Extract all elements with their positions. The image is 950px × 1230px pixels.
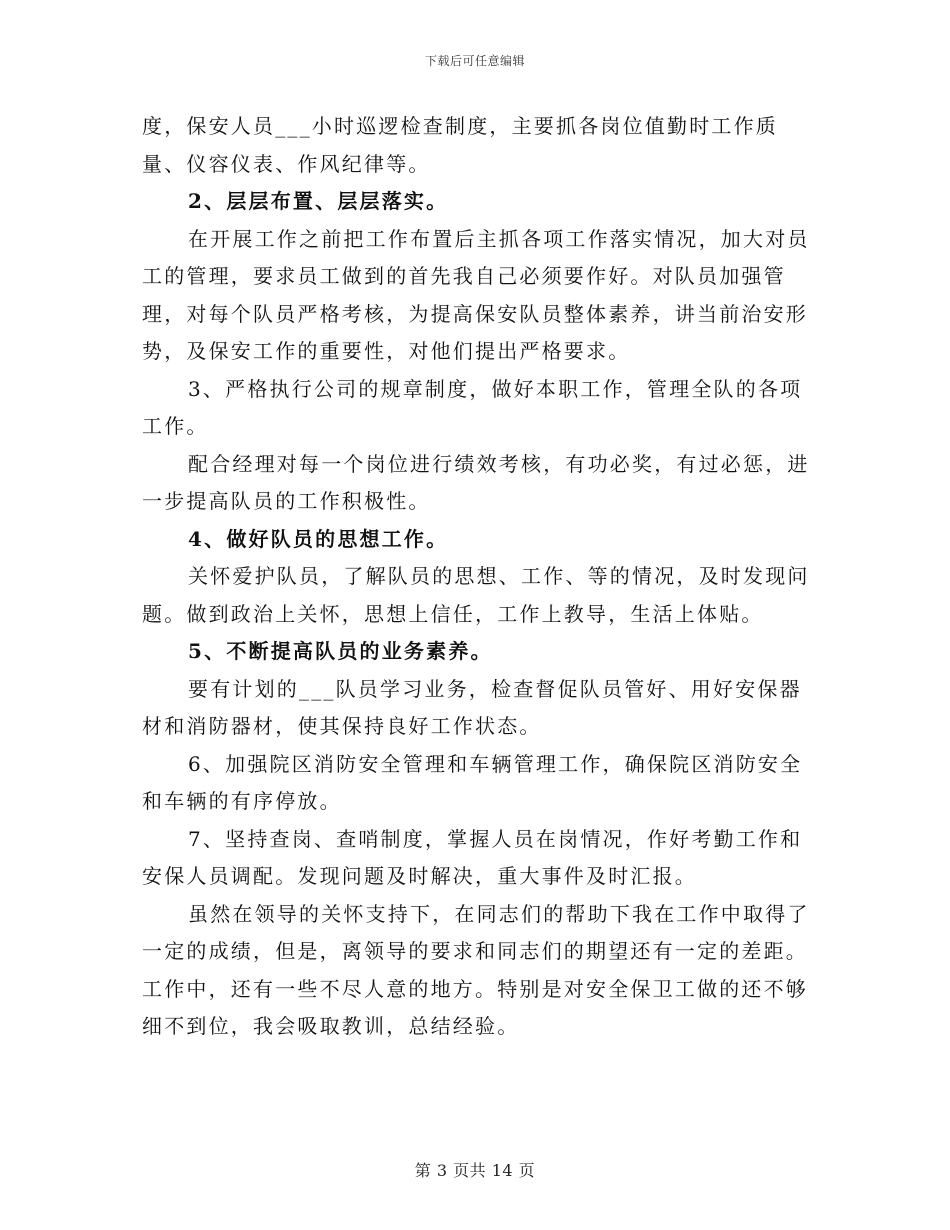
page-header: 下载后可任意编辑 — [424, 54, 525, 68]
section-heading-4: 4、做好队员的思想工作。 — [188, 526, 449, 551]
paragraph-conclusion: 虽然在领导的关怀支持下，在同志们的帮助下我在工作中取得了一定的成绩，但是，离领导的要求和同志们的期望还有一定的差距。工作中，还有一些不尽人意的地方。特别是对安全保卫工做的还不够细不到位，我会吸取教训，总结经验。 — [142, 901, 810, 1038]
section-heading-5: 5、不断提高队员的业务素养。 — [188, 639, 493, 663]
paragraph-work-arrangement: 在开展工作之前把工作布置后主抓各项工作落实情况，加大对员工的管理，要求员工做到的首先我自己必须要作好。对队员加强管理，对每个队员严格考核，为提高保安队员整体素养，讲当前治安形势，及保安工作的重要性，对他们提出严格要求。 — [142, 226, 810, 363]
paragraph-item-6: 6、加强院区消防安全管理和车辆管理工作，确保院区消防安全和车辆的有序停放。 — [142, 751, 803, 813]
document-body — [142, 108, 812, 1046]
page-number: 第 3 页共 14 页 — [414, 1161, 536, 1180]
section-heading-2: 2、层层布置、层层落实。 — [188, 189, 449, 213]
paragraph-item-3: 3、严格执行公司的规章制度，做好本职工作，管理全队的各项工作。 — [142, 376, 803, 438]
paragraph-continuation: 度，保安人员___小时巡逻检查制度，主要抓各岗位值勤时工作质量、仪容仪表、作风纪律等。 — [142, 114, 778, 176]
paragraph-item-7: 7、坚持查岗、查哨制度，掌握人员在岗情况，作好考勤工作和安保人员调配。发现问题及时解决，重大事件及时汇报。 — [142, 826, 803, 888]
paragraph-training-plan: 要有计划的___队员学习业务，检查督促队员管好、用好安保器材和消防器材，使其保持良好工作状态。 — [142, 676, 802, 738]
paragraph-performance-review: 配合经理对每一个岗位进行绩效考核，有功必奖，有过必惩，进一步提高队员的工作积极性。 — [142, 451, 810, 513]
paragraph-care-for-members: 关怀爱护队员，了解队员的思想、工作、等的情况，及时发现问题。做到政治上关怀，思想上信任，工作上教导，生活上体贴。 — [142, 564, 810, 626]
